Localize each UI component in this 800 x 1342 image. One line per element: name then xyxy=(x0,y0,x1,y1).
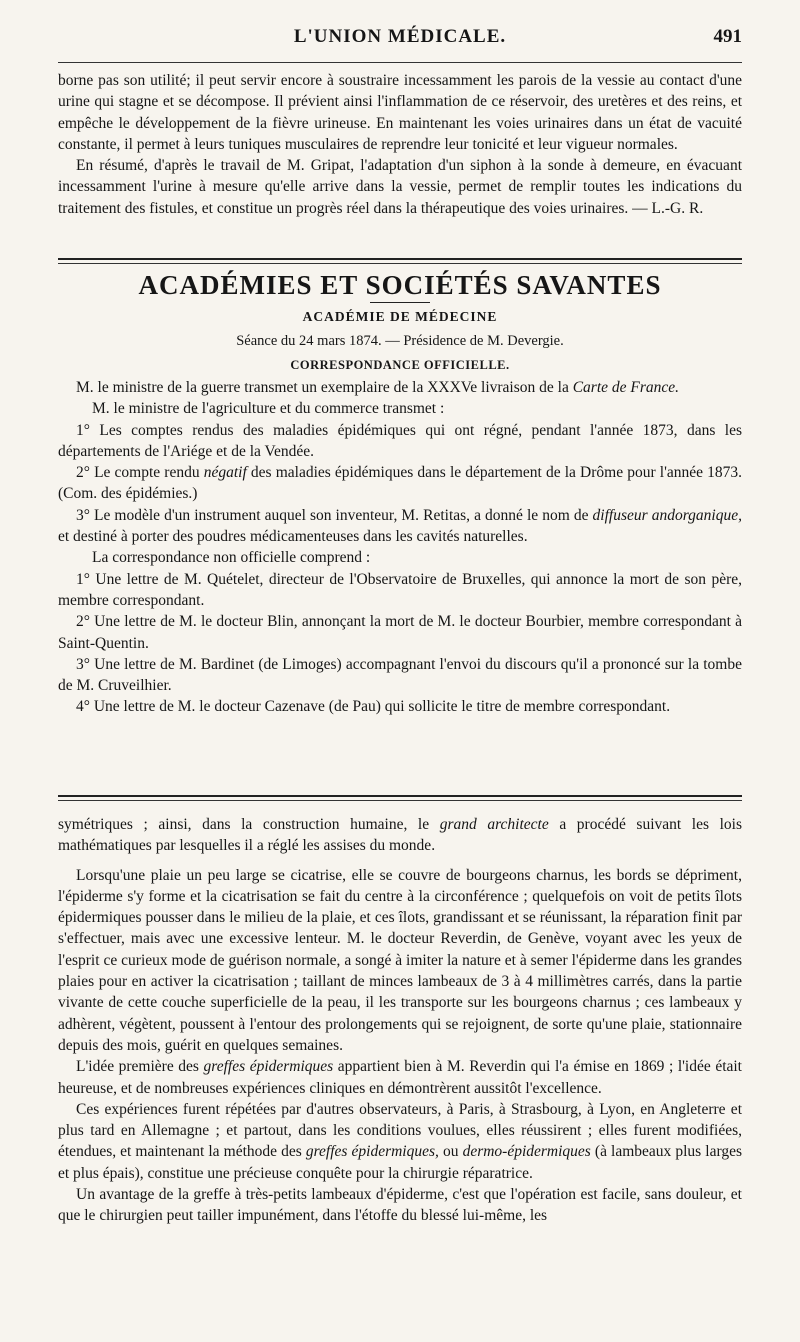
list-item: 2° Une lettre de M. le docteur Blin, annonçant la mort de M. le docteur Bourbier, membre correspondant à Saint-Quentin. xyxy=(58,613,742,652)
correspondence-heading: CORRESPONDANCE OFFICIELLE. xyxy=(290,358,510,372)
paragraph: En résumé, d'après le travail de M. Gripat, l'adaptation d'un siphon à la sonde à demeure, en évacuant incessamment l'urine à mesure qu'elle arrive dans la vessie, permet de remplir toutes les indications du traitement des fistules, et constitue un progrès réel dans la thérapeutique des voies urinaires. — L.-G. R. xyxy=(58,157,742,217)
paragraph: M. le ministre de l'agriculture et du commerce transmet : xyxy=(92,400,445,418)
list-item: 1° Une lettre de M. Quételet, directeur de l'Observatoire de Bruxelles, qui annonce la mort de son père, membre correspondant. xyxy=(58,570,742,609)
feuilleton-section xyxy=(58,814,742,1227)
paragraph: symétriques ; ainsi, dans la construction humaine, le grand architecte a procédé suivant les lois mathématiques par lesquelles il a réglé les assises du monde. xyxy=(58,816,742,855)
list-item: 1° Les comptes rendus des maladies épidémiques qui ont régné, pendant l'année 1873, dans les départements de l'Ariége et de la Vendée. xyxy=(58,421,742,460)
section-rule xyxy=(58,263,742,264)
section-title: ACADÉMIES ET SOCIÉTÉS SAVANTES xyxy=(138,270,662,300)
session-line: Séance du 24 mars 1874. — Présidence de M. Devergie. xyxy=(236,333,564,349)
journal-title: L'UNION MÉDICALE. xyxy=(293,26,507,47)
academies-section xyxy=(58,268,742,718)
paragraph: L'idée première des greffes épidermiques appartient bien à M. Reverdin qui l'a émise en 1869 ; l'idée était heureuse, et de nombreuses expériences cliniques en démontrèrent aussitôt l'excellence. xyxy=(58,1058,742,1097)
paragraph: M. le ministre de la guerre transmet un exemplaire de la XXXVe livraison de la Carte de France. xyxy=(76,379,680,396)
paragraph: Ces expériences furent répétées par d'autres observateurs, à Paris, à Strasbourg, à Lyon, en Angleterre et plus tard en Allemagne ; et partout, dans les conditions voulues, elles réussirent ; elles furent modifiées, étendues, et maintenant la méthode des greffes épidermiques, ou dermo-épidermiques (à lambeaux plus larges et plus épais), constitue une précieuse conquête pour la chirurgie réparatrice. xyxy=(58,1100,743,1182)
section-rule xyxy=(58,258,742,260)
paragraph: borne pas son utilité; il peut servir encore à soustraire incessamment les parois de la vessie au contact d'une urine qui stagne et se décompose. Il prévient ainsi l'inflammation de ce réservoir, des uretères et des reins, et empêche le développement de la fièvre urineuse. En maintenant les voies urinaires dans un état de vacuité constante, il permet à leurs tuniques musculaires de reprendre leur tonicité et leur vigueur normales. xyxy=(58,72,742,153)
list-item: 3° Une lettre de M. Bardinet (de Limoges) accompagnant l'envoi du discours qu'il a prononcé sur la tombe de M. Cruveilhier. xyxy=(58,655,742,695)
paragraph: La correspondance non officielle comprend : xyxy=(92,549,371,567)
header-rule xyxy=(58,62,742,63)
feuilleton-rule xyxy=(58,795,742,797)
list-item: 2° Le compte rendu négatif des maladies épidémiques dans le département de la Drôme pour l'année 1873. (Com. des épidémies.) xyxy=(58,464,743,503)
list-item: 4° Une lettre de M. le docteur Cazenave (de Pau) qui sollicite le titre de membre correspondant. xyxy=(76,698,671,716)
paragraph: Un avantage de la greffe à très-petits lambeaux d'épiderme, c'est que l'opération est facile, sans douleur, et que le chirurgien peut tailler impunément, dans l'étoffe du blessé lui-même, les xyxy=(58,1186,742,1225)
list-item: 3° Le modèle d'un instrument auquel son inventeur, M. Retitas, a donné le nom de diffuseur andorganique, et destiné à porter des poudres médicamenteuses dans les cavités naturelles. xyxy=(58,506,742,546)
academy-title: ACADÉMIE DE MÉDECINE xyxy=(302,309,498,324)
article-conclusion xyxy=(58,70,742,219)
page-number: 491 xyxy=(713,26,742,47)
paragraph: Lorsqu'une plaie un peu large se cicatrise, elle se couvre de bourgeons charnus, les bords se dépriment, l'épiderme s'y forme et la cicatrisation se fait du centre à la circonférence ; quelquefois on voit de petits îlots épidermiques pousser dans le milieu de la plaie, et ces îlots, grandissant et se réunissant, la réparation finit par s'effectuer, mais avec une excessive lenteur. M. le docteur Reverdin, de Genève, voyant avec les yeux de l'esprit ce curieux mode de guérison normale, a songé à imiter la nature et à semer l'épiderme dans les grandes plaies pour en activer la cicatrisation ; taillant de minces lambeaux de 3 à 4 millimètres carrés, dans la partie vivante de cette couche superficielle de la peau, il les transporte sur les bourgeons charnus ; ces lambeaux y adhèrent, végètent, poussent à l'entour des prolongements qui se rejoignent, de sorte qu'une plaie, stationnaire depuis des mois, guérit en quelques semaines. xyxy=(58,866,742,1054)
feuilleton-rule xyxy=(58,800,742,801)
running-header xyxy=(58,26,742,56)
divider xyxy=(370,302,430,303)
